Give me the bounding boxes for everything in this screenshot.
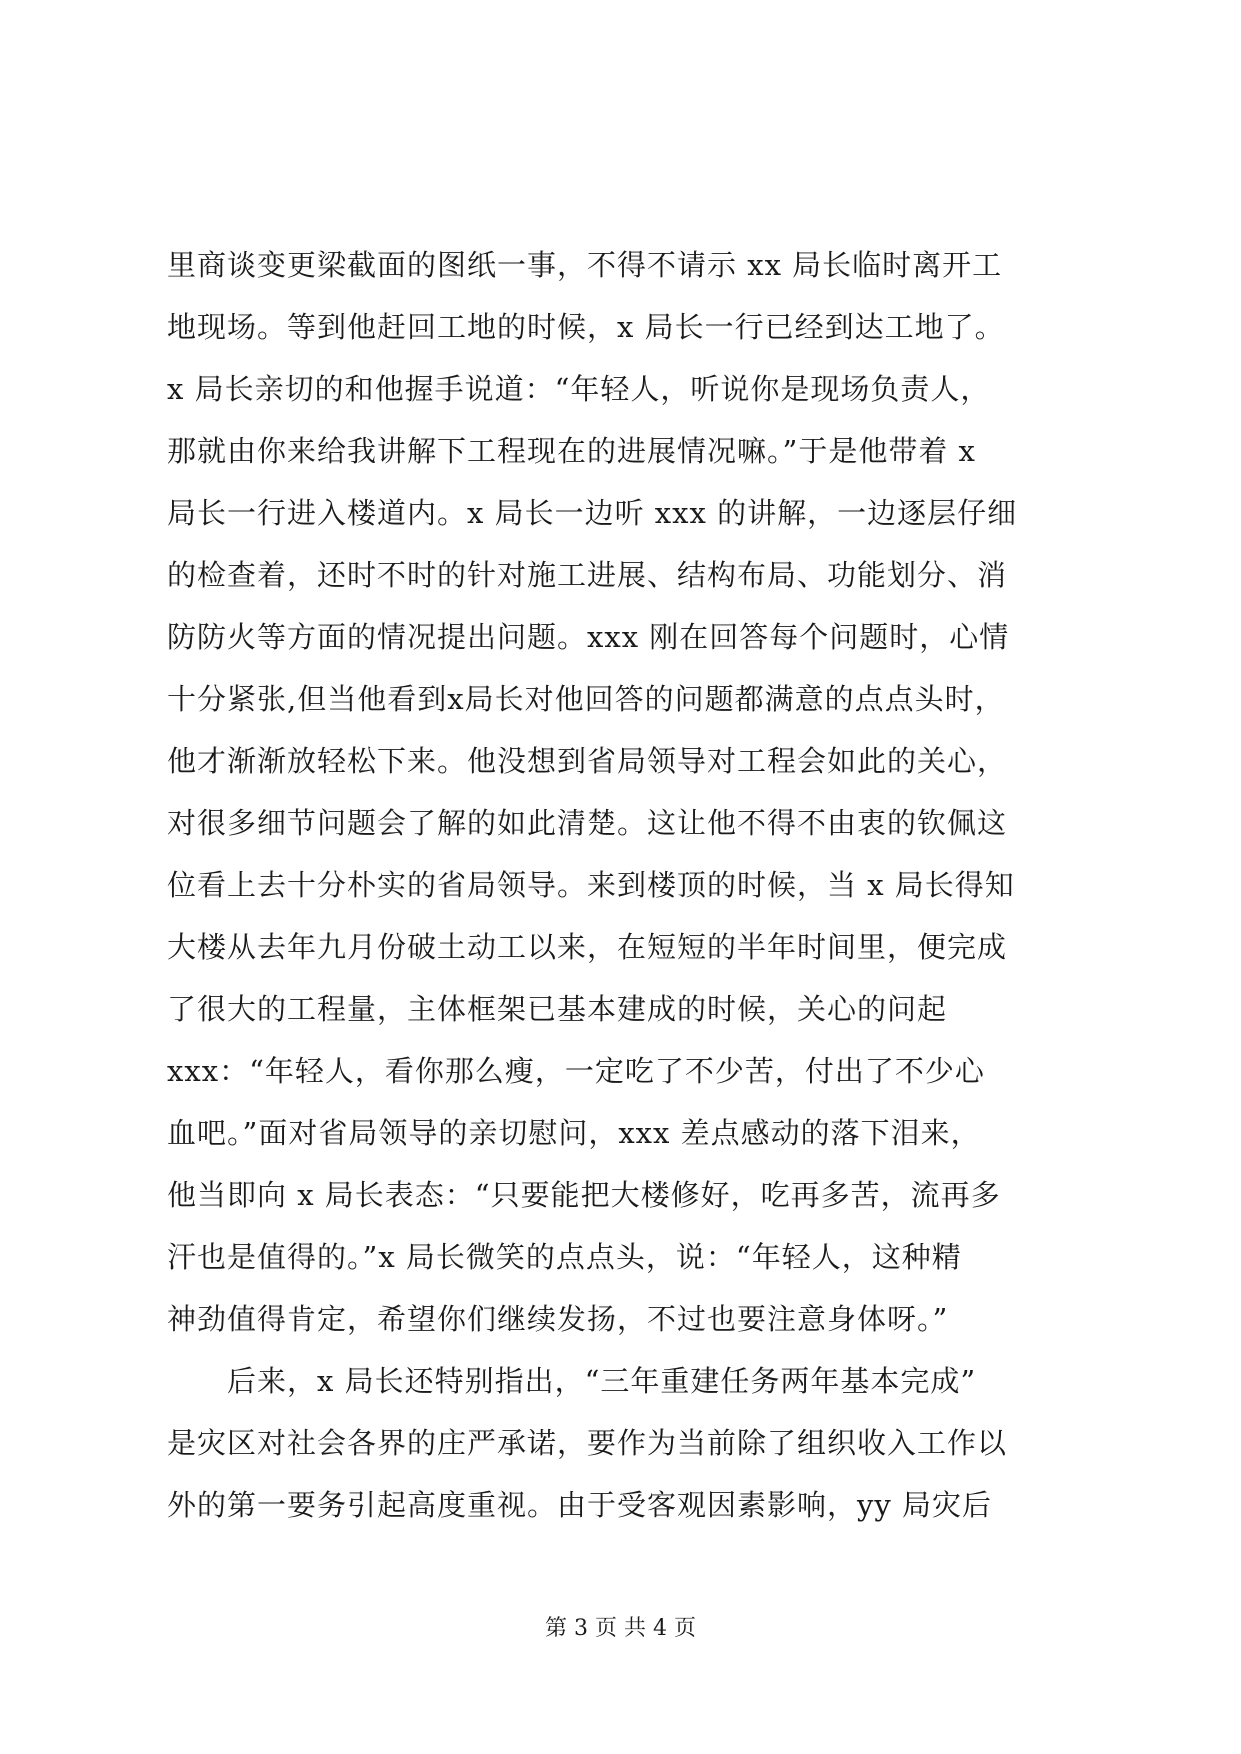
text-line: 十分紧张,但当他看到x局长对他回答的问题都满意的点点头时， <box>167 682 1005 716</box>
text-line: x 局长亲切的和他握手说道：“年轻人，听说你是现场负责人， <box>167 372 991 406</box>
text-line: 对很多细节问题会了解的如此清楚。这让他不得不由衷的钦佩这 <box>167 806 1008 840</box>
text-line: 地现场。等到他赶回工地的时候，x 局长一行已经到达工地了。 <box>167 310 1005 344</box>
text-line: 了很大的工程量，主体框架已基本建成的时候，关心的问起 <box>167 992 948 1026</box>
text-line: 那就由你来给我讲解下工程现在的进展情况嘛。”于是他带着 x <box>167 434 976 468</box>
page-footer <box>0 1614 1241 1644</box>
text-line: 位看上去十分朴实的省局领导。来到楼顶的时候，当 x 局长得知 <box>167 868 1015 902</box>
text-line: 局长一行进入楼道内。x 局长一边听 xxx 的讲解，一边逐层仔细 <box>167 496 1018 530</box>
body-text <box>167 234 1087 1536</box>
text-line: 外的第一要务引起高度重视。由于受客观因素影响，yy 局灾后 <box>167 1488 992 1522</box>
paragraph-start-line: 后来，x 局长还特别指出，“三年重建任务两年基本完成” <box>227 1364 977 1398</box>
text-line: 是灾区对社会各界的庄严承诺，要作为当前除了组织收入工作以 <box>167 1426 1008 1460</box>
text-line: 里商谈变更梁截面的图纸一事，不得不请示 xx 局长临时离开工 <box>167 248 1003 282</box>
text-line: 他当即向 x 局长表态：“只要能把大楼修好，吃再多苦，流再多 <box>167 1178 1001 1212</box>
text-line: 汗也是值得的。”x 局长微笑的点点头，说：“年轻人，这种精 <box>167 1240 962 1274</box>
page-number: 第 3 页 共 4 页 <box>545 1616 696 1641</box>
text-line: xxx：“年轻人，看你那么瘦，一定吃了不少苦，付出了不少心 <box>167 1054 985 1088</box>
text-line: 他才渐渐放轻松下来。他没想到省局领导对工程会如此的关心， <box>167 744 1008 778</box>
text-line: 血吧。”面对省局领导的亲切慰问，xxx 差点感动的落下泪来， <box>167 1116 981 1150</box>
text-line: 的检查着，还时不时的针对施工进展、结构布局、功能划分、消 <box>167 558 1008 592</box>
text-line: 神劲值得肯定，希望你们继续发扬，不过也要注意身体呀。” <box>167 1302 949 1336</box>
text-line: 大楼从去年九月份破土动工以来，在短短的半年时间里，便完成 <box>167 930 1008 964</box>
text-line: 防防火等方面的情况提出问题。xxx 刚在回答每个问题时，心情 <box>167 620 1010 654</box>
